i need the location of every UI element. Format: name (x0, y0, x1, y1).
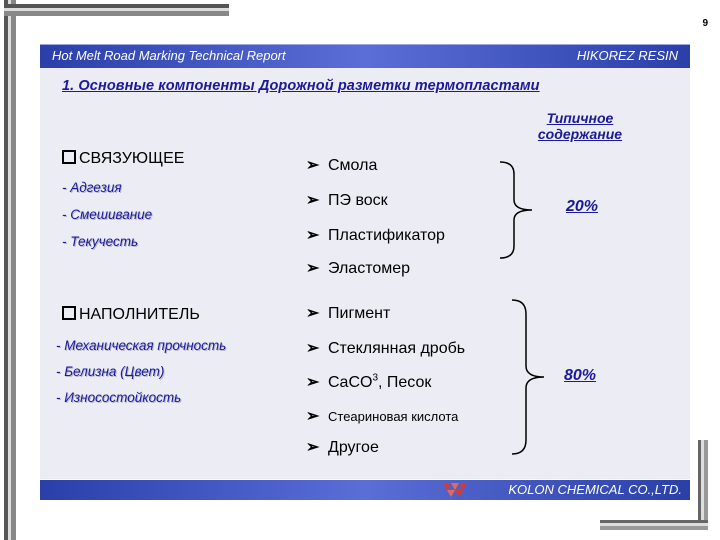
arrow-bullet-icon: ➢ (306, 374, 320, 391)
binder-content-percent: 20% (566, 198, 599, 215)
arrow-bullet-icon: ➢ (306, 439, 320, 456)
arrow-bullet-icon: ➢ (306, 260, 320, 277)
binder-property: - Текучесть (62, 234, 139, 249)
binder-item: ➢ ПЭ воск (306, 192, 388, 209)
filler-item: ➢ Стеклянная дробь (306, 340, 466, 357)
filler-item: ➢ CaCO$^3$, Песок (306, 372, 432, 391)
binder-item: ➢ Эластомер (306, 260, 411, 277)
binder-title-text: СВЯЗУЮЩЕЕ (79, 150, 185, 167)
filler-item: ➢ Стеариновая кислота (306, 408, 459, 425)
arrow-bullet-icon: ➢ (306, 305, 320, 322)
arrow-bullet-icon: ➢ (306, 192, 320, 209)
binder-property: - Смешивание (62, 207, 153, 222)
arrow-bullet-icon: ➢ (306, 408, 320, 425)
filler-item: ➢ Пигмент (306, 305, 391, 322)
filler-content-percent: 80% (564, 367, 597, 384)
filler-title-text: НАПОЛНИТЕЛЬ (79, 306, 200, 323)
binder-item: ➢ Смола (306, 157, 378, 174)
filler-property: - Механическая прочность (56, 338, 227, 353)
binder-category-title (62, 150, 184, 168)
product-title: HIKOREZ RESIN (576, 48, 678, 63)
content-header-line1: Типичное (546, 110, 614, 126)
filler-brace (510, 298, 554, 456)
content-column-header (520, 110, 640, 142)
content-header-line2: содержание (537, 126, 623, 142)
checkbox-square-icon (62, 150, 76, 164)
report-title: Hot Melt Road Marking Technical Report (52, 48, 286, 63)
section-title: 1. Основные компоненты Дорожной разметки термопластами (62, 78, 540, 94)
filler-category-title (62, 306, 200, 324)
binder-brace (498, 160, 538, 260)
frame-decoration-left (4, 0, 16, 540)
arrow-bullet-icon: ➢ (306, 340, 320, 357)
arrow-bullet-icon: ➢ (306, 157, 320, 174)
filler-property: - Белизна (Цвет) (56, 364, 165, 379)
binder-property: - Адгезия (62, 180, 122, 195)
company-name: KOLON CHEMICAL CO.,LTD. (508, 482, 682, 497)
filler-property: - Износостойкость (56, 390, 182, 405)
binder-item: ➢ Пластификатор (306, 227, 445, 244)
frame-decoration-top (4, 4, 229, 16)
filler-item: ➢ Другое (306, 439, 379, 456)
frame-decoration-right (698, 440, 708, 530)
arrow-bullet-icon: ➢ (306, 227, 320, 244)
kolon-logo-icon (440, 480, 470, 500)
checkbox-square-icon (62, 306, 76, 320)
frame-decoration-bottom (600, 520, 708, 530)
page-number: 9 (702, 18, 708, 29)
